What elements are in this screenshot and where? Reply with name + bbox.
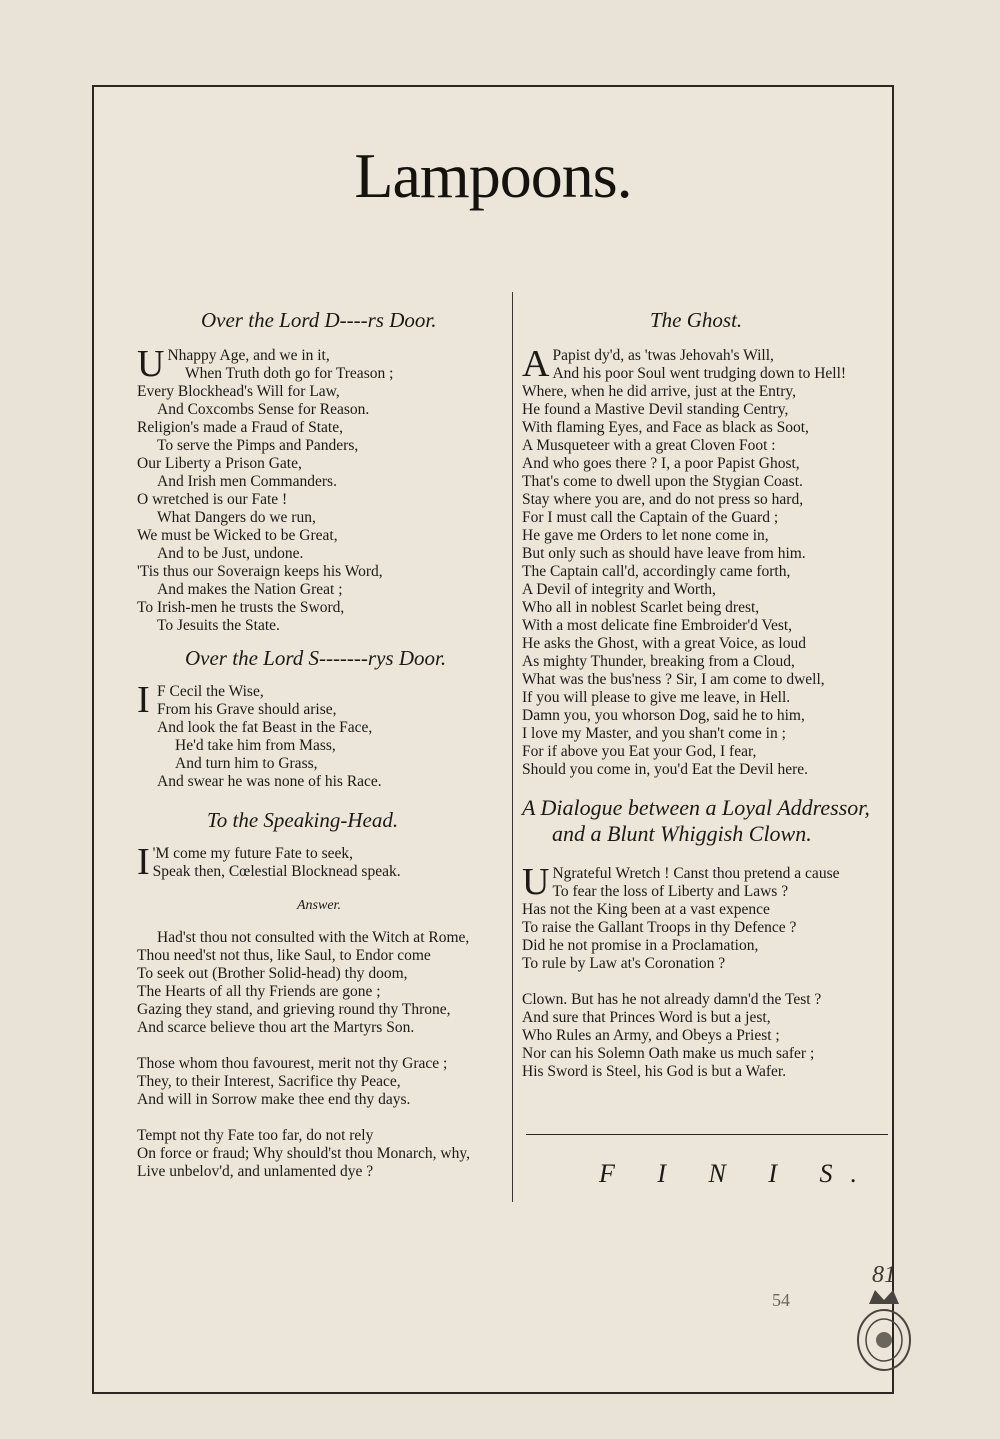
verse-line: [137, 1037, 507, 1055]
shelfmark: 54: [772, 1290, 790, 1310]
verse-line: Had'st thou not consulted with the Witch at Rome,: [157, 929, 470, 946]
verse-line: To Jesuits the State.: [157, 617, 280, 634]
verse-line: They, to their Interest, Sacrifice thy Peace,: [137, 1073, 401, 1090]
verse-line: When Truth doth go for Treason ;: [185, 365, 394, 382]
verse-line: [522, 973, 892, 991]
verse-line: Religion's made a Fraud of State,: [137, 419, 343, 436]
verse-line: For I must call the Captain of the Guard ;: [522, 509, 779, 526]
verse-line: Clown. But has he not already damn'd the Test ?: [522, 991, 822, 1008]
dialogue-heading-2: and a Blunt Whiggish Clown.: [552, 821, 812, 846]
verse-line: To seek out (Brother Solid-head) thy doom,: [137, 965, 408, 982]
verse-line: Nhappy Age, and we in it,: [167, 347, 330, 364]
verse-line: And his poor Soul went trudging down to Hell!: [552, 365, 847, 382]
verse-line: What Dangers do we run,: [157, 509, 316, 526]
verse-line: The Captain call'd, accordingly came forth,: [522, 563, 791, 580]
verse-line: And Coxcombs Sense for Reason.: [157, 401, 370, 418]
poem-heading-2: Over the Lord S-------rys Door.: [185, 646, 447, 670]
drop-cap: I: [137, 841, 150, 883]
verse-line: From his Grave should arise,: [157, 701, 337, 718]
verse-line: And to be Just, undone.: [157, 545, 304, 562]
verse-line: Thou need'st not thus, like Saul, to Endor come: [137, 947, 431, 964]
verse-line: And sure that Princes Word is but a jest,: [522, 1009, 771, 1026]
verse-line: And swear he was none of his Race.: [157, 773, 382, 790]
right-column: [522, 307, 892, 1081]
broadside-sheet: [92, 85, 894, 1394]
verse-line: On force or fraud; Why should'st thou Monarch, why,: [137, 1145, 470, 1162]
verse-line: Gazing they stand, and grieving round thy Throne,: [137, 1001, 451, 1018]
verse-line: Speak then, Cœlestial Blocknead speak.: [152, 863, 401, 880]
verse-line: For if above you Eat your God, I fear,: [522, 743, 757, 760]
verse-line: Who all in noblest Scarlet being drest,: [522, 599, 760, 616]
verse-line: Papist dy'd, as 'twas Jehovah's Will,: [552, 347, 774, 364]
verse-line: The Hearts of all thy Friends are gone ;: [137, 983, 381, 1000]
verse-line: Tempt not thy Fate too far, do not rely: [137, 1127, 374, 1144]
column-divider: [512, 292, 513, 1202]
poem-heading-3: To the Speaking-Head.: [207, 808, 399, 832]
verse-line: And makes the Nation Great ;: [157, 581, 343, 598]
poem-1: [137, 343, 507, 635]
verse-line: Has not the King been at a vast expence: [522, 901, 770, 918]
dialogue: [522, 861, 892, 1081]
verse-line: That's come to dwell upon the Stygian Coast.: [522, 473, 803, 490]
verse-line: To raise the Gallant Troops in thy Defence ?: [522, 919, 797, 936]
verse-line: Those whom thou favourest, merit not thy Grace ;: [137, 1055, 448, 1072]
drop-cap: U: [522, 861, 550, 903]
verse-line: And look the fat Beast in the Face,: [157, 719, 373, 736]
verse-line: If you will please to give me leave, in Hell.: [522, 689, 791, 706]
verse-line: He gave me Orders to let none come in,: [522, 527, 769, 544]
drop-cap: U: [137, 343, 165, 385]
drop-cap: A: [522, 343, 550, 385]
drop-cap: I: [137, 679, 150, 721]
verse-line: And scarce believe thou art the Martyrs Son.: [137, 1019, 415, 1036]
finis-rule: [526, 1134, 888, 1135]
verse-line: And who goes there ? I, a poor Papist Ghost,: [522, 455, 800, 472]
verse-line: To Irish-men he trusts the Sword,: [137, 599, 345, 616]
poem-4: [522, 343, 892, 779]
verse-line: Should you come in, you'd Eat the Devil here.: [522, 761, 809, 778]
poem-2: [137, 679, 507, 791]
verse-line: He'd take him from Mass,: [175, 737, 336, 754]
library-stamp-icon: [853, 1282, 915, 1374]
verse-line: He asks the Ghost, with a great Voice, as loud: [522, 635, 806, 652]
page-title: Lampoons.: [354, 140, 632, 211]
poem-heading-4: The Ghost.: [650, 308, 743, 332]
verse-line: Damn you, you whorson Dog, said he to him,: [522, 707, 805, 724]
verse-line: A Musqueteer with a great Cloven Foot :: [522, 437, 776, 454]
verse-line: What was the bus'ness ? Sir, I am come to dwell,: [522, 671, 825, 688]
pencil-mark: 81: [872, 1262, 896, 1288]
verse-line: With flaming Eyes, and Face as black as Soot,: [522, 419, 809, 436]
verse-line: 'M come my future Fate to seek,: [152, 845, 354, 862]
verse-line: We must be Wicked to be Great,: [137, 527, 338, 544]
verse-line: F Cecil the Wise,: [157, 683, 264, 700]
verse-line: But only such as should have leave from him.: [522, 545, 806, 562]
verse-line: Where, when he did arrive, just at the Entry,: [522, 383, 797, 400]
verse-line: To rule by Law at's Coronation ?: [522, 955, 726, 972]
verse-line: As mighty Thunder, breaking from a Cloud,: [522, 653, 795, 670]
answer-lines: [137, 929, 507, 1181]
verse-line: And will in Sorrow make thee end thy days.: [137, 1091, 411, 1108]
verse-line: His Sword is Steel, his God is but a Wafer.: [522, 1063, 787, 1080]
poem-3: [137, 841, 507, 883]
verse-line: Stay where you are, and do not press so hard,: [522, 491, 804, 508]
dialogue-heading-1: A Dialogue between a Loyal Addressor,: [522, 795, 870, 820]
verse-line: Did he not promise in a Proclamation,: [522, 937, 759, 954]
verse-line: Ngrateful Wretch ! Canst thou pretend a cause: [552, 865, 840, 882]
verse-line: With a most delicate fine Embroider'd Vest,: [522, 617, 793, 634]
left-column: [137, 307, 507, 1181]
verse-line: [137, 1109, 507, 1127]
finis: F I N I S.: [599, 1159, 876, 1188]
verse-line: Our Liberty a Prison Gate,: [137, 455, 302, 472]
verse-line: Live unbelov'd, and unlamented dye ?: [137, 1163, 374, 1180]
verse-line: To serve the Pimps and Panders,: [157, 437, 359, 454]
poem-heading-1: Over the Lord D----rs Door.: [201, 308, 437, 332]
verse-line: I love my Master, and you shan't come in ;: [522, 725, 786, 742]
verse-line: O wretched is our Fate !: [137, 491, 288, 508]
verse-line: A Devil of integrity and Worth,: [522, 581, 716, 598]
verse-line: And Irish men Commanders.: [157, 473, 337, 490]
verse-line: He found a Mastive Devil standing Centry,: [522, 401, 789, 418]
verse-line: Every Blockhead's Will for Law,: [137, 383, 340, 400]
answer-label: Answer.: [297, 898, 341, 913]
verse-line: And turn him to Grass,: [175, 755, 318, 772]
verse-line: 'Tis thus our Soveraign keeps his Word,: [137, 563, 383, 580]
verse-line: To fear the loss of Liberty and Laws ?: [552, 883, 789, 900]
verse-line: Nor can his Solemn Oath make us much safer ;: [522, 1045, 815, 1062]
verse-line: Who Rules an Army, and Obeys a Priest ;: [522, 1027, 780, 1044]
